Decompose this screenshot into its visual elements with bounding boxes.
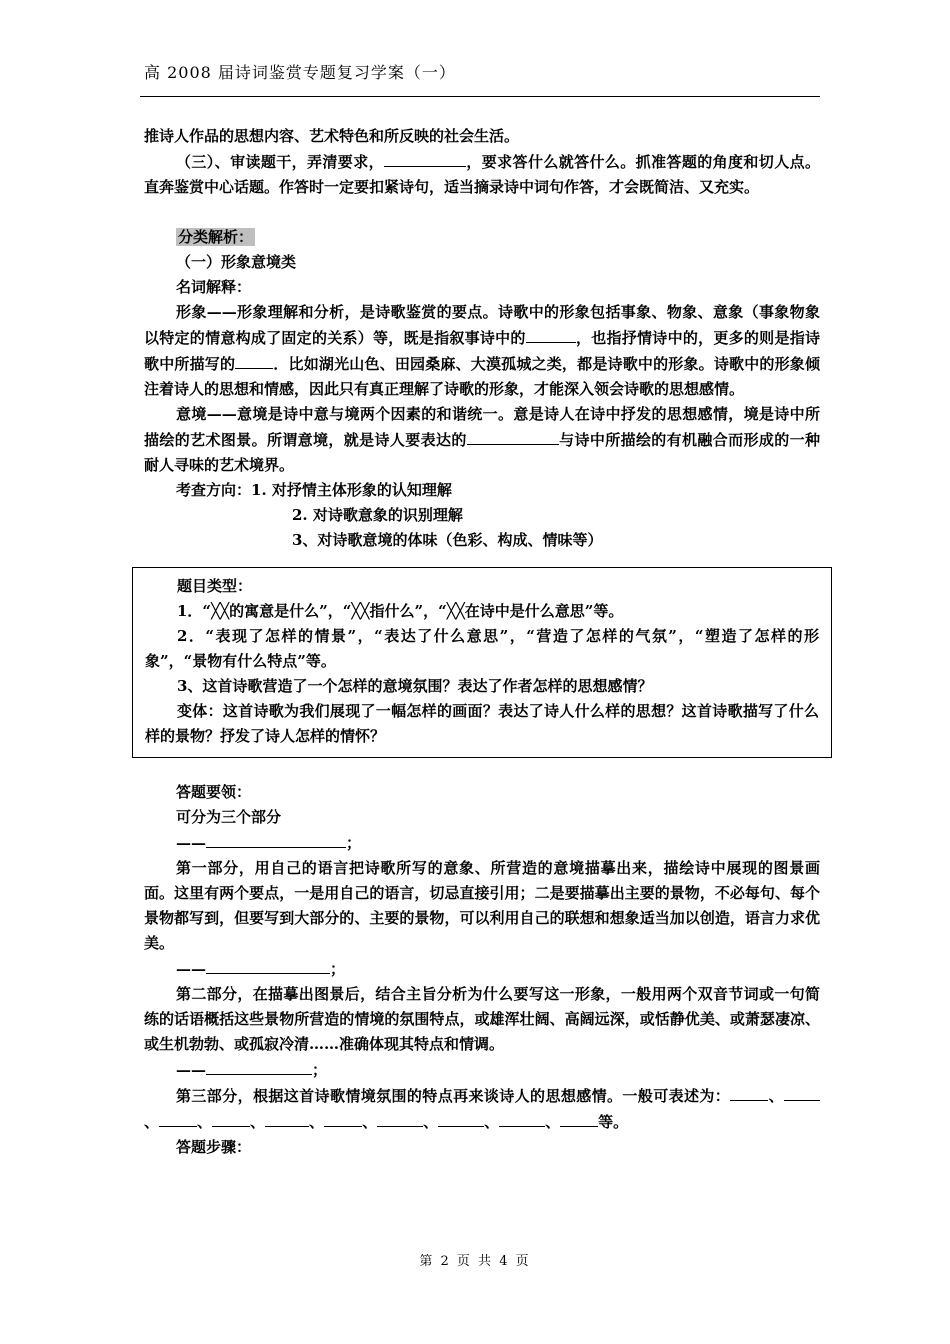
fill-blank: [526, 325, 576, 343]
answer-steps-label: 答题步骤：: [176, 1138, 252, 1156]
part-2-title-line: —— ；: [144, 956, 820, 982]
fill-blank: [212, 1109, 250, 1127]
question-types-box: [132, 567, 832, 758]
realm-definition: 意境——意境是诗中意与境两个因素的和谐统一。意是诗人在诗中抒发的思想感情，境是诗中所描绘的艺术图景。所谓意境，就是诗人要表达的 与诗中所描绘的有机融合而形成的一种耐人寻味的艺术境界。: [144, 405, 820, 474]
question-type-2: 2．“表现了怎样的情景”，“表达了什么意思”，“营造了怎样的气氛”，“塑造了怎样的形象”，“景物有什么特点”等。: [145, 627, 819, 670]
page-body: [144, 124, 820, 1160]
fill-blank: [384, 149, 466, 167]
page-footer: 第 2 页 共 4 页: [419, 1254, 531, 1269]
document-header: 高 2008 届诗词鉴赏专题复习学案（一）: [144, 63, 456, 82]
fill-blank: [784, 1083, 820, 1101]
question-type-1: 1．“╳╳的寓意是什么”，“╳╳指什么”，“╳╳在诗中是什么意思”等。: [177, 602, 624, 620]
fill-blank: [206, 956, 330, 974]
part-3-text: 第三部分，根据这首诗歌情境氛围的特点再来谈诗人的思想感情。一般可表述为： 、、 、 、 、 、 、 、 、 等。: [144, 1083, 820, 1135]
answer-label: 答题要领：: [176, 783, 252, 801]
fill-blank: [467, 427, 559, 445]
subsection-title: （一）形象意境类: [176, 253, 297, 271]
intro-paragraph-3: （三）、审读题干，弄清要求， ，要求答什么就答什么。抓准答题的角度和切人点。直奔鉴赏中心话题。作答时一定要扣紧诗句，适当摘录诗中词句作答，才会既简洁、又充实。: [144, 149, 820, 200]
intro-line: 推诗人作品的思想内容、艺术特色和所反映的社会生活。: [144, 127, 520, 145]
part-3-title-line: —— ；: [144, 1057, 820, 1083]
fill-blank: [206, 830, 346, 848]
directions-line-2: 2. 对诗歌意象的识别理解: [292, 506, 463, 524]
directions-line-3: 3、对诗歌意境的体味（色彩、构成、情味等）: [292, 531, 603, 549]
part-2-text: 第二部分，在描摹出图景后，结合主旨分析为什么要写这一形象，一般用两个双音节词或一句简练的话语概括这些景物所营造的情境的氛围特点，或雄浑壮阔、高阔远深，或恬静优美、或萧瑟凄凉、或生机勃勃、或孤寂冷清……准确体现其特点和情调。: [144, 985, 820, 1053]
fill-blank: [206, 1057, 312, 1075]
part-1-title-line: —— ；: [144, 830, 820, 856]
answer-three-parts: 可分为三个部分: [176, 808, 282, 826]
question-type-3: 3、这首诗歌营造了一个怎样的意境氛围？表达了作者怎样的思想感情？: [177, 677, 653, 695]
part-1-text: 第一部分，用自己的语言把诗歌所写的意象、所营造的意境描摹出来，描绘诗中展现的图景画面。这里有两个要点，一是用自己的语言，切忌直接引用；二是要描摹出主要的景物，不必每句、每个景物都写到，但要写到大部分的、主要的景物，可以利用自己的联想和想象适当加以创造，语言力求优美。: [144, 859, 820, 952]
fill-blank: [265, 1109, 309, 1127]
directions-line-1: 考查方向：1. 对抒情主体形象的认知理解: [176, 481, 452, 499]
fill-blank: [324, 1109, 362, 1127]
box-title: 题目类型：: [177, 577, 253, 595]
fill-blank: [438, 1109, 484, 1127]
image-definition: 形象——形象理解和分析，是诗歌鉴赏的要点。诗歌中的形象包括事象、物象、意象（事象物象以特定的情意构成了固定的关系）等，既是指叙事诗中的 ，也指抒情诗中的，更多的则是指诗歌中所描写的 ．比如湖光山色、田园桑麻、大漠孤城之类，都是诗歌中的形象。诗歌中的形象倾注着诗人的思想和情感，因此只有真正理解了诗歌的形象，才能深入领会诗歌的思想感情。: [144, 303, 820, 398]
header-rule: [140, 96, 820, 97]
question-variant: 变体：这首诗歌为我们展现了一幅怎样的画面？表达了诗人什么样的思想？这首诗歌描写了什么样的景物？抒发了诗人怎样的情怀？: [145, 702, 819, 745]
fill-blank: [560, 1109, 598, 1127]
fill-blank: [159, 1109, 197, 1127]
section-heading: 分类解析：: [178, 228, 254, 246]
fill-blank: [730, 1083, 768, 1101]
term-label: 名词解释：: [176, 278, 252, 296]
fill-blank: [499, 1109, 545, 1127]
fill-blank: [377, 1109, 423, 1127]
fill-blank: [235, 351, 273, 369]
